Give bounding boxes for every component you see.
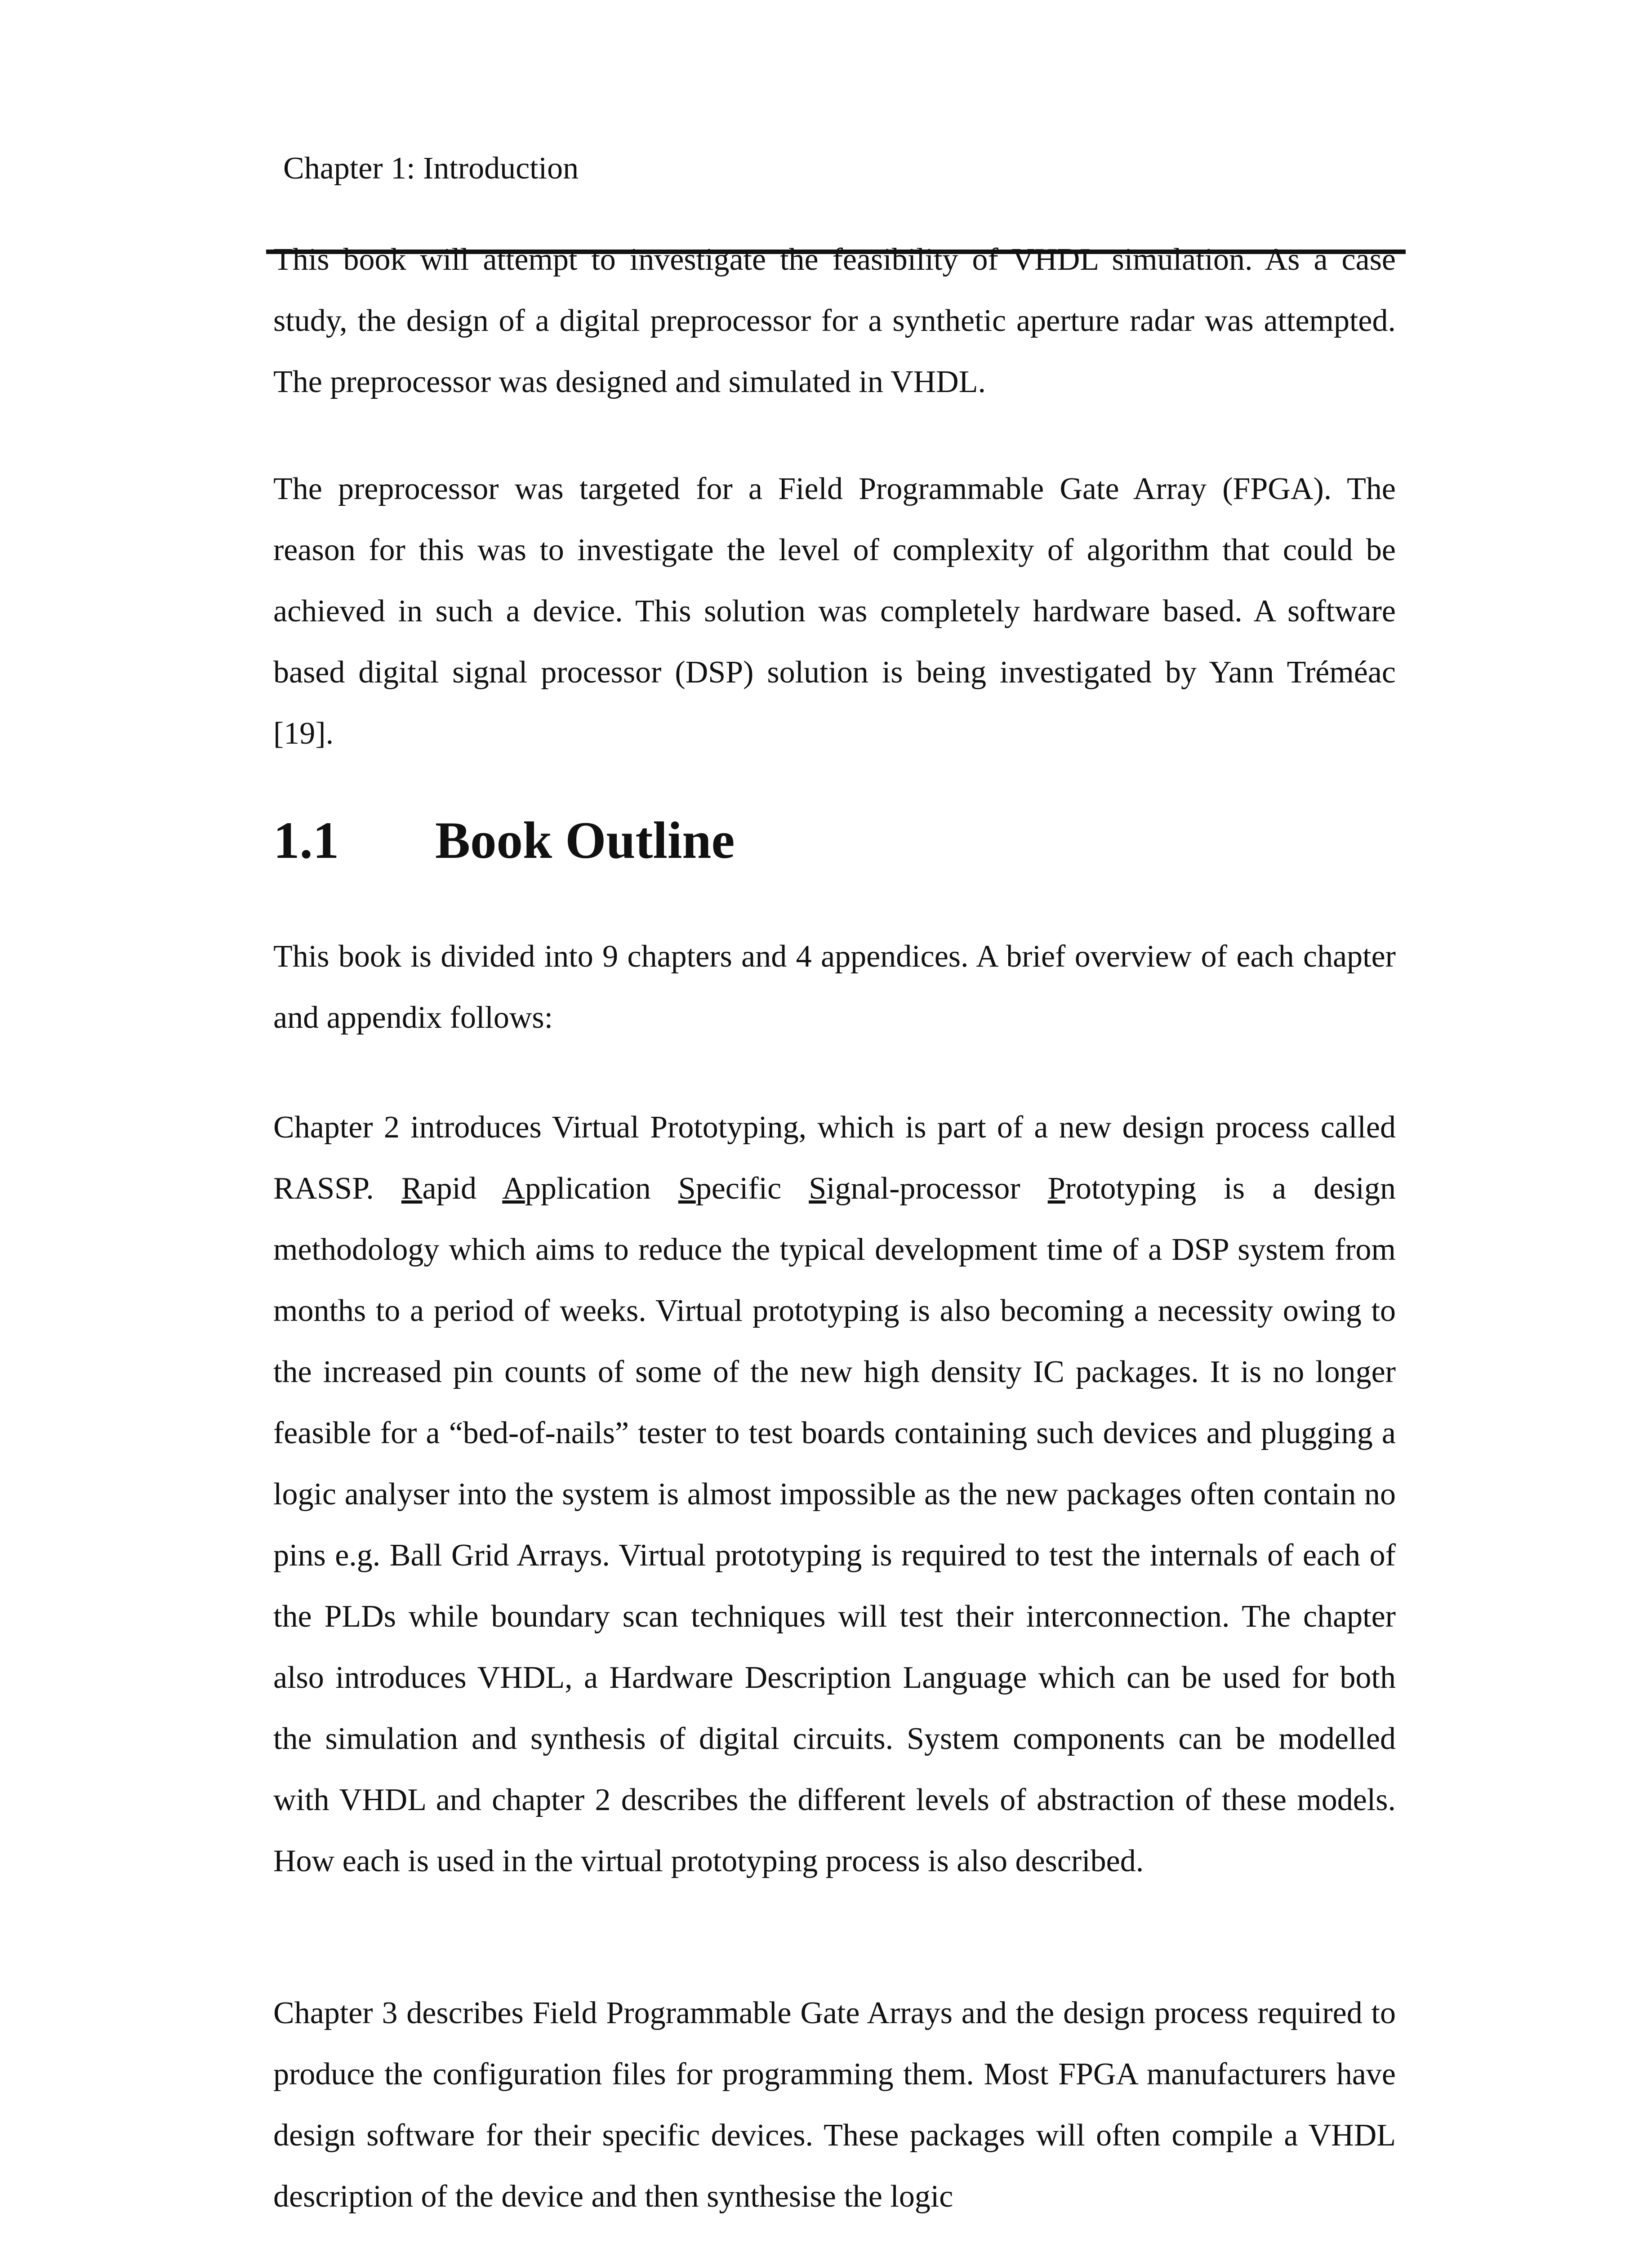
acronym-initial: S: [678, 1171, 696, 1206]
chapter-2-text-start: Chapter 2 introduces Virtual Prototyping, which is part of a new design process called RASSP.: [273, 1110, 1396, 1206]
paragraph-fpga-target: The preprocessor was targeted for a Field Programmable Gate Array (FPGA). The reason for this was to investigate the level of complexity of algorithm that could be achieved in such a device. This solution was completely hardware based. A software based digital signal processor (DSP) solution is being investigated by Yann Tréméac [19].: [273, 472, 1396, 751]
acronym-initial: R: [401, 1171, 423, 1206]
running-header: Chapter 1: Introduction: [283, 151, 579, 186]
chapter-2-text-end: is a design methodology which aims to reduce the typical development time of a DSP system from months to a period of weeks. Virtual prototyping is also becoming a necessity owing to the increased pin counts of some of the new high density IC packages. It is no longer feasible for a “bed-of-nails” tester to test boards containing such devices and plugging a logic analyser into the system is almost impossible as the new packages often contain no pins e.g. Ball Grid Arrays. Virtual prototyping is required to test the internals of each of the PLDs while boundary scan techniques will test their interconnection. The chapter also introduces VHDL, a Hardware Description Language which can be used for both the simulation and synthesis of digital circuits. System components can be modelled with VHDL and chapter 2 describes the different levels of abstraction of these models. How each is used in the virtual prototyping process is also described.: [273, 1171, 1396, 1878]
section-title: Book Outline: [435, 812, 735, 870]
acronym-word-rest: rototyping: [1065, 1171, 1197, 1206]
acronym-word-rest: pecific: [695, 1171, 809, 1206]
acronym-word-rest: ignal-processor: [826, 1171, 1048, 1206]
acronym-initial: P: [1047, 1171, 1065, 1206]
rassp-acronym-expansion: [401, 1171, 1196, 1206]
acronym-word-rest: apid: [422, 1171, 503, 1206]
acronym-initial: A: [502, 1171, 525, 1206]
section-number: 1.1: [273, 812, 339, 870]
paragraph-chapter-2: [273, 1097, 1396, 1892]
paragraph-outline-intro: This book is divided into 9 chapters and 4 appendices. A brief overview of each chapter and appendix follows:: [273, 939, 1396, 1035]
paragraph-intro: This book will attempt to investigate the feasibility of VHDL simulation. As a case study, the design of a digital preprocessor for a synthetic aperture radar was attempted. The preprocessor was designed and simulated in VHDL.: [273, 242, 1396, 399]
acronym-word-rest: pplication: [525, 1171, 678, 1206]
section-heading: [273, 807, 735, 874]
paragraph-chapter-3: Chapter 3 describes Field Programmable Gate Arrays and the design process required to produce the configuration files for programming them. Most FPGA manufacturers have design software for their specific devices. These packages will often compile a VHDL description of the device and then synthesise the logic: [273, 1996, 1396, 2214]
acronym-initial: S: [809, 1171, 827, 1206]
